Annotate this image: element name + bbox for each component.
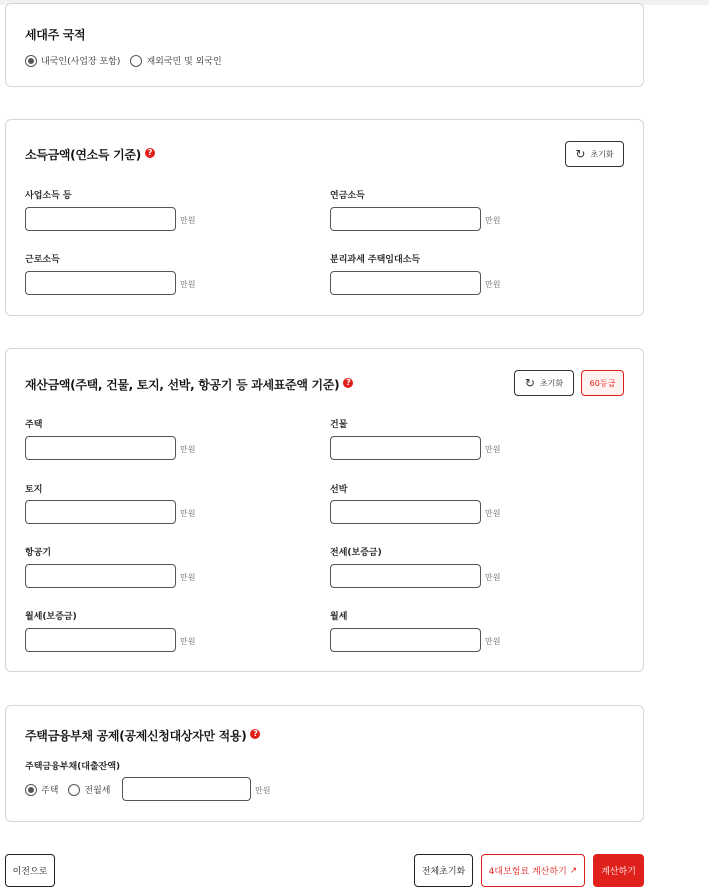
property-reset-button[interactable]	[514, 370, 574, 396]
debt-radio-group	[25, 783, 120, 796]
external-link-icon: ↗	[569, 865, 578, 876]
pension-income-label: 연금소득	[330, 191, 365, 201]
business-income-unit: 만원	[180, 216, 196, 225]
building-unit: 만원	[485, 445, 501, 454]
radio-house-indicator[interactable]	[25, 784, 37, 796]
land-label: 토지	[25, 485, 43, 495]
rental-income-unit: 만원	[485, 280, 501, 289]
aircraft-label: 항공기	[25, 548, 52, 558]
household-title: 세대주 국적	[25, 28, 86, 42]
help-icon[interactable]: ?	[343, 378, 353, 388]
pension-income-unit: 만원	[485, 216, 501, 225]
debt-unit: 만원	[255, 786, 271, 795]
household-radio-group	[25, 54, 232, 67]
rental-income-label: 분리과세 주택임대소득	[330, 255, 421, 265]
property-section	[5, 348, 644, 672]
property-title	[25, 376, 353, 393]
debt-field-label: 주택금융부채(대출잔액)	[25, 762, 121, 772]
building-input[interactable]	[330, 436, 481, 460]
reset-all-button[interactable]: 전체초기화	[414, 854, 473, 887]
calculate-button[interactable]: 계산하기	[593, 854, 644, 887]
help-icon[interactable]: ?	[250, 729, 260, 739]
debt-title-text: 주택금융부채 공제(공제신청대상자만 적용)	[25, 729, 247, 743]
aircraft-unit: 만원	[180, 573, 196, 582]
radio-domestic-indicator[interactable]	[25, 55, 37, 67]
business-income-input[interactable]	[25, 207, 176, 231]
labor-income-input[interactable]	[25, 271, 176, 295]
radio-foreigner[interactable]	[130, 54, 221, 67]
ship-label: 선박	[330, 485, 348, 495]
ship-input[interactable]	[330, 500, 481, 524]
jeonse-input[interactable]	[330, 564, 481, 588]
income-section	[5, 119, 644, 316]
jeonse-label: 전세(보증금)	[330, 548, 382, 558]
income-reset-button[interactable]	[565, 141, 624, 167]
debt-section	[5, 705, 644, 822]
radio-foreigner-label: 재외국민 및 외국인	[146, 57, 222, 67]
house-input[interactable]	[25, 436, 176, 460]
income-reset-label: 초기화	[590, 149, 614, 159]
radio-rent-indicator[interactable]	[68, 784, 80, 796]
monthly-deposit-input[interactable]	[25, 628, 176, 652]
debt-input[interactable]	[122, 777, 251, 801]
pension-income-input[interactable]	[330, 207, 481, 231]
jeonse-unit: 만원	[485, 573, 501, 582]
prev-button[interactable]: 이전으로	[5, 854, 55, 887]
aircraft-input[interactable]	[25, 564, 176, 588]
debt-title	[25, 727, 260, 744]
grade-badge-button[interactable]: 60등급	[581, 370, 624, 396]
monthly-rent-label: 월세	[330, 612, 348, 622]
insurance-calc-label: 4대보험료 계산하기	[488, 867, 567, 877]
land-unit: 만원	[180, 509, 196, 518]
refresh-icon: ↻	[575, 147, 586, 161]
insurance-calc-button[interactable]	[481, 854, 585, 887]
income-title	[25, 146, 155, 163]
monthly-rent-unit: 만원	[485, 637, 501, 646]
land-input[interactable]	[25, 500, 176, 524]
radio-house[interactable]	[25, 783, 58, 796]
monthly-rent-input[interactable]	[330, 628, 481, 652]
refresh-icon: ↻	[524, 376, 535, 390]
radio-domestic-label: 내국인(사업장 포함)	[41, 57, 121, 67]
monthly-deposit-label: 월세(보증금)	[25, 612, 77, 622]
property-title-text: 재산금액(주택, 건물, 토지, 선박, 항공기 등 과세표준액 기준)	[25, 378, 340, 392]
property-reset-label: 초기화	[539, 378, 564, 388]
radio-house-label: 주택	[41, 786, 59, 796]
radio-domestic[interactable]	[25, 54, 120, 67]
radio-rent[interactable]	[68, 783, 110, 796]
labor-income-label: 근로소득	[25, 255, 60, 265]
house-label: 주택	[25, 420, 43, 430]
household-section	[5, 3, 644, 87]
monthly-deposit-unit: 만원	[180, 637, 196, 646]
help-icon[interactable]: ?	[145, 148, 155, 158]
rental-income-input[interactable]	[330, 271, 481, 295]
income-title-text: 소득금액(연소득 기준)	[25, 148, 141, 162]
business-income-label: 사업소득 등	[25, 191, 72, 201]
radio-foreigner-indicator[interactable]	[130, 55, 142, 67]
labor-income-unit: 만원	[180, 280, 196, 289]
radio-rent-label: 전월세	[84, 786, 111, 796]
ship-unit: 만원	[485, 509, 501, 518]
house-unit: 만원	[180, 445, 196, 454]
building-label: 건물	[330, 420, 348, 430]
